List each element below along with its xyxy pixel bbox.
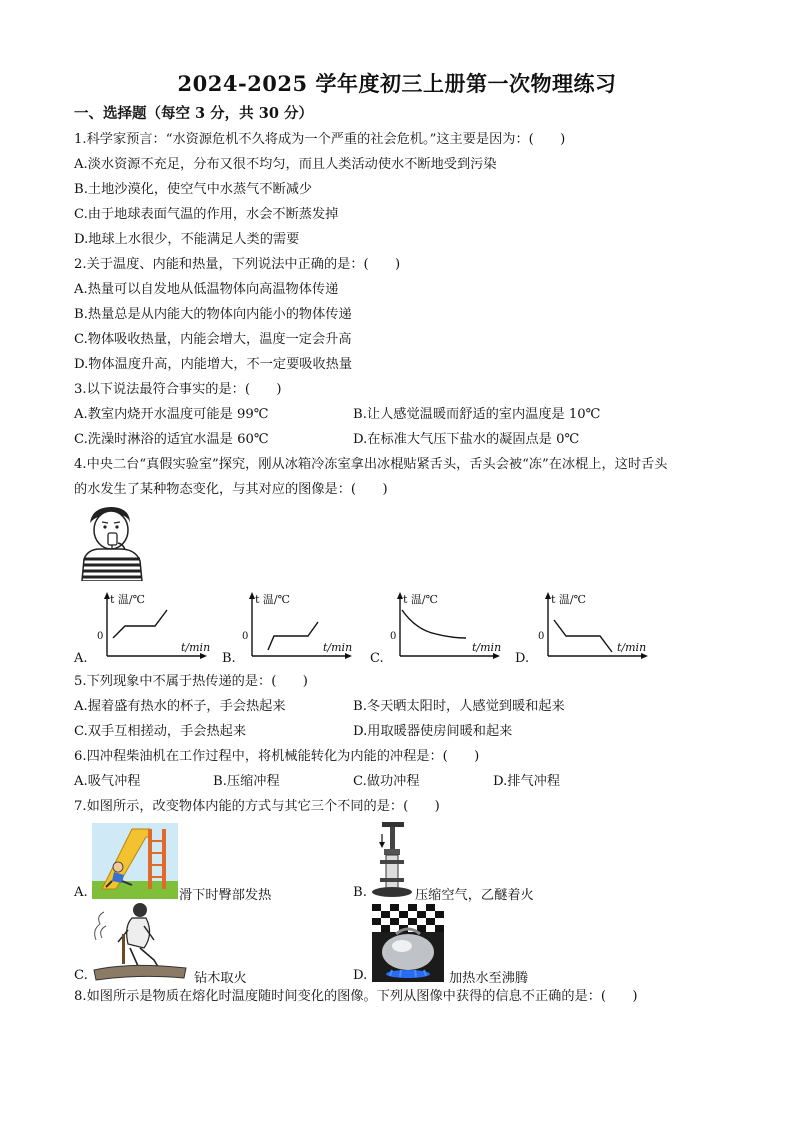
q5-option-a: A.握着盛有热水的杯子，手会热起来	[74, 699, 286, 714]
q6-stem: 6.四冲程柴油机在工作过程中，将机械能转化为内能的冲程是：( )	[74, 749, 480, 764]
q3-stem: 3.以下说法最符合事实的是：( )	[74, 382, 282, 397]
kettle-boiling-image	[372, 904, 444, 982]
q5-stem: 5.下列现象中不属于热传递的是：( )	[74, 674, 308, 689]
q7-option-b-label: B.	[353, 885, 367, 900]
q7-option-c-label: C.	[74, 968, 88, 983]
drill-wood-fire-image	[88, 900, 188, 985]
q4-graph-b-ylabel: t 温/℃	[255, 593, 290, 606]
q6-option-c: C.做功冲程	[353, 774, 420, 789]
q4-graph-a-xlabel: t/min	[181, 641, 211, 654]
q3-option-d: D.在标准大气压下盐水的凝固点是 0℃	[353, 432, 580, 447]
q5-option-c: C.双手互相搓动，手会热起来	[74, 724, 247, 739]
q4-option-c-label: C.	[370, 651, 384, 666]
q4-graph-d-origin: 0	[538, 631, 545, 642]
q4-graph-c-xlabel: t/min	[472, 641, 502, 654]
q5-option-d: D.用取暖器使房间暖和起来	[353, 724, 513, 739]
q4-graph-c-origin: 0	[390, 631, 397, 642]
q4-option-a-label: A.	[74, 651, 88, 666]
q1-option-c: C.由于地球表面气温的作用，水会不断蒸发掉	[74, 207, 339, 222]
q7-stem: 7.如图所示，改变物体内能的方式与其它三个不同的是：( )	[74, 799, 440, 814]
q4-graph-a-origin: 0	[97, 631, 104, 642]
slide-image	[92, 823, 178, 899]
section-heading: 一、选择题（每空 3 分，共 30 分）	[74, 105, 313, 122]
q4-graph-d-ylabel: t 温/℃	[551, 593, 586, 606]
q2-stem: 2.关于温度、内能和热量，下列说法中正确的是：( )	[74, 257, 401, 272]
q7-option-a-label: A.	[74, 885, 88, 900]
q7-option-c-caption: 钻木取火	[194, 971, 247, 986]
q7-option-d-label: D.	[353, 968, 368, 983]
q1-stem: 1.科学家预言：“水资源危机不久将成为一个严重的社会危机。”这主要是因为：( )	[74, 132, 566, 147]
q5-option-b: B.冬天晒太阳时，人感觉到暖和起来	[353, 699, 565, 714]
q7-option-b-caption: 压缩空气，乙醚着火	[415, 888, 534, 903]
q6-option-d: D.排气冲程	[493, 774, 561, 789]
q4-graph-b-origin: 0	[242, 631, 249, 642]
q4-graph-c-ylabel: t 温/℃	[403, 593, 438, 606]
q4-stem-line1: 4.中央二台“真假实验室”探究，刚从冰箱冷冻室拿出冰棍贴紧舌头，舌头会被“冻”在冰棍上，这时舌头	[74, 457, 668, 472]
q4-stem-line2: 的水发生了某种物态变化，与其对应的图像是：( )	[74, 482, 388, 497]
q2-option-a: A.热量可以自发地从低温物体向高温物体传递	[74, 282, 339, 297]
q4-option-d-label: D.	[515, 651, 530, 666]
q1-option-a: A.淡水资源不充足，分布又很不均匀，而且人类活动使水不断地受到污染	[74, 157, 497, 172]
q6-option-b: B.压缩冲程	[213, 774, 280, 789]
q4-graph-d-xlabel: t/min	[617, 641, 647, 654]
q1-option-b: B.土地沙漠化，使空气中水蒸气不断减少	[74, 182, 313, 197]
q2-option-d: D.物体温度升高，内能增大，不一定要吸收热量	[74, 357, 353, 372]
q3-option-c: C.洗澡时淋浴的适宜水温是 60℃	[74, 432, 269, 447]
q4-graph-a-ylabel: t 温/℃	[110, 593, 145, 606]
q7-option-d-caption: 加热水至沸腾	[449, 971, 529, 986]
q8-stem: 8.如图所示是物质在熔化时温度随时间变化的图像。下列从图像中获得的信息不正确的是：( )	[74, 989, 638, 1004]
q1-option-d: D.地球上水很少，不能满足人类的需要	[74, 232, 300, 247]
air-compression-device-image	[370, 820, 414, 900]
q4-graph-b-xlabel: t/min	[323, 641, 353, 654]
boy-licking-icepop-image	[78, 503, 146, 581]
q4-option-b-label: B.	[222, 651, 236, 666]
q7-option-a-caption: 滑下时臀部发热	[179, 888, 272, 903]
q2-option-c: C.物体吸收热量，内能会增大，温度一定会升高	[74, 332, 352, 347]
q3-option-b: B.让人感觉温暖而舒适的室内温度是 10℃	[353, 407, 601, 422]
page-title: 2024-2025 学年度初三上册第一次物理练习	[177, 71, 617, 96]
q3-option-a: A.教室内烧开水温度可能是 99℃	[74, 407, 269, 422]
q2-option-b: B.热量总是从内能大的物体向内能小的物体传递	[74, 307, 352, 322]
q6-option-a: A.吸气冲程	[74, 774, 141, 789]
